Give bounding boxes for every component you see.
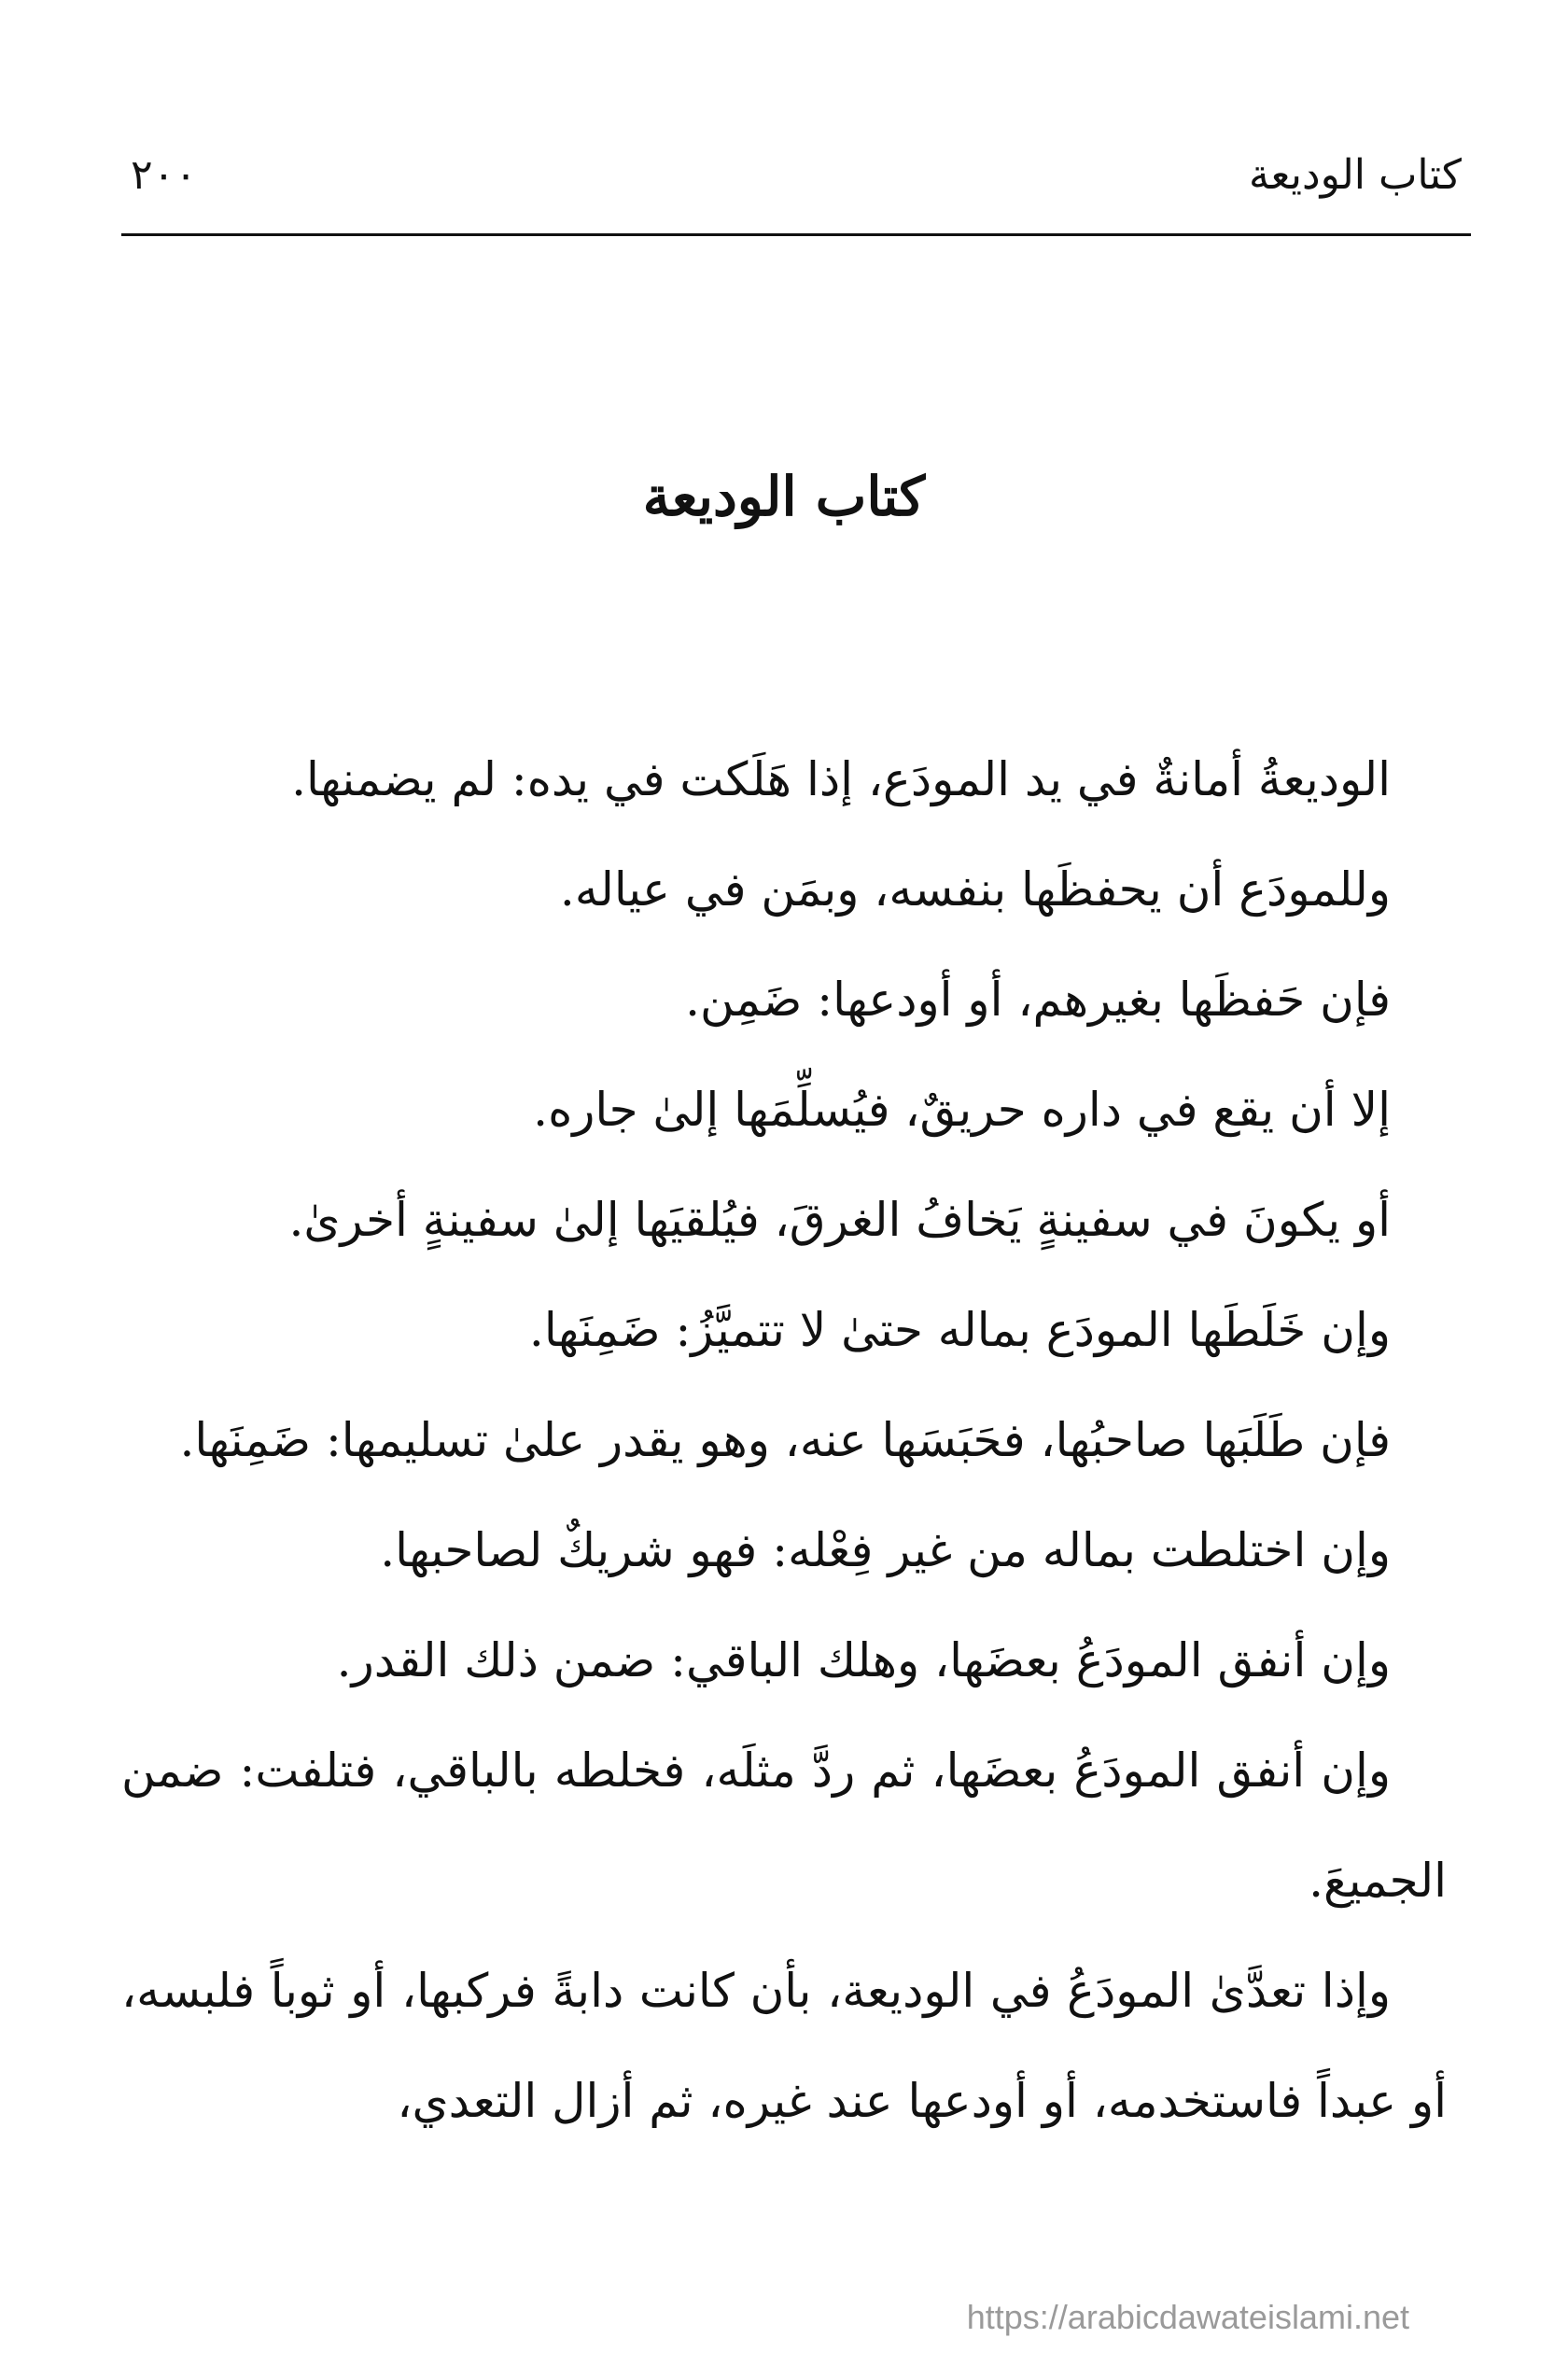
- paragraph: وإن أنفق المودَعُ بعضَها، وهلك الباقي: ضمن ذلك القدر.: [336, 1633, 1391, 1687]
- paragraph: وإذا تعدَّىٰ المودَعُ في الوديعة، بأن كانت دابةً فركبها، أو ثوباً فلبسه، أو عبداً فاستخدمه، أو أودعها عند غيره، ثم أزال التعدي،: [121, 1964, 1447, 2128]
- body-text: [121, 724, 1447, 2156]
- chapter-title: كتاب الوديعة: [642, 465, 926, 528]
- header-title: كتاب الوديعة: [1248, 151, 1462, 199]
- paragraph: وإن خَلَطَها المودَع بماله حتىٰ لا تتميَّزُ: ضَمِنَها.: [528, 1303, 1391, 1357]
- paragraph: إلا أن يقع في داره حريقٌ، فيُسلِّمَها إلىٰ جاره.: [533, 1083, 1391, 1137]
- paragraph: الوديعةُ أمانةٌ في يد المودَع، إذا هَلَكت في يده: لم يضمنها.: [291, 752, 1391, 806]
- paragraph: فإن طَلَبَها صاحبُها، فحَبَسَها عنه، وهو يقدر علىٰ تسليمها: ضَمِنَها.: [179, 1413, 1391, 1467]
- paragraph: وإن اختلطت بماله من غير فِعْله: فهو شريكٌ لصاحبها.: [380, 1523, 1391, 1577]
- running-header: [121, 131, 1471, 236]
- paragraph: أو يكونَ في سفينةٍ يَخافُ الغرقَ، فيُلقيَها إلىٰ سفينةٍ أخرىٰ.: [288, 1193, 1391, 1247]
- paragraph: وللمودَع أن يحفظَها بنفسه، وبمَن في عياله.: [559, 862, 1391, 917]
- paragraph: وإن أنفق المودَعُ بعضَها، ثم ردَّ مثلَه، فخلطه بالباقي، فتلفت: ضمن الجميعَ.: [121, 1743, 1447, 1908]
- watermark-url: https://arabicdawateislami.net: [966, 2298, 1409, 2336]
- paragraph: فإن حَفظَها بغيرهم، أو أودعها: ضَمِن.: [685, 973, 1391, 1027]
- page-number: ٢٠٠: [131, 151, 197, 199]
